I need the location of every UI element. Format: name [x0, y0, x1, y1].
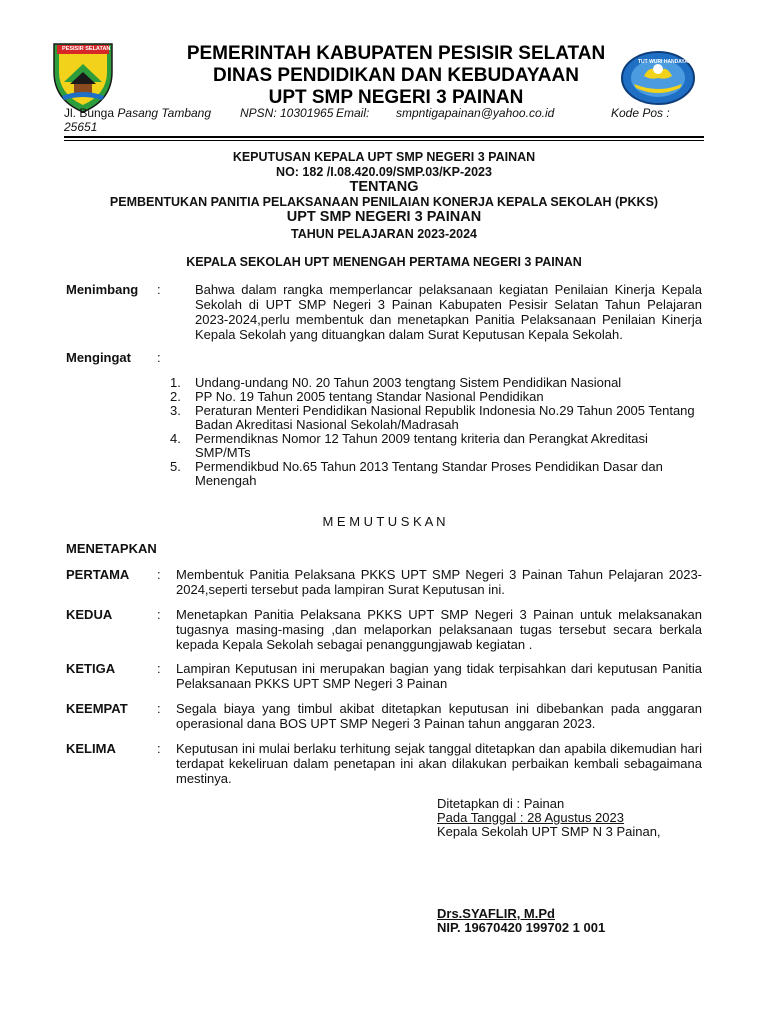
mengingat-item-number: 5. [170, 459, 181, 474]
decision-colon: : [157, 701, 161, 716]
decree-number: NO: 182 /I.08.420.09/SMP.03/KP-2023 [276, 165, 492, 179]
mengingat-list [170, 376, 704, 488]
decision-label-pertama: PERTAMA [66, 567, 130, 582]
mengingat-item-number: 2. [170, 389, 181, 404]
signature-position: Kepala Sekolah UPT SMP N 3 Painan, [437, 824, 661, 839]
mengingat-label: Mengingat [66, 350, 131, 365]
header-divider-thick [64, 136, 704, 138]
decree-title: KEPUTUSAN KEPALA UPT SMP NEGERI 3 PAINAN [232, 150, 536, 164]
right-logo-text: TUT WURI HANDAYANI [638, 59, 693, 65]
academic-year: TAHUN PELAJARAN 2023-2024 [291, 227, 477, 241]
letterhead-line-3: UPT SMP NEGERI 3 PAINAN [268, 87, 524, 108]
memutuskan-heading: M E M U T U S K A N [322, 514, 446, 529]
school-name: UPT SMP NEGERI 3 PAINAN [286, 209, 482, 225]
menimbang-label: Menimbang [66, 282, 139, 297]
menimbang-text: Bahwa dalam rangka memperlancar pelaksanaan kegiatan Penilaian Kinerja Kepala Sekolah di UPT SMP Negeri 3 Painan Kabupaten Pesisir Selatan Tahun Pelajaran 2023-2024,perlu membentuk dan menetapkan Panitia Pelaksanaan Penilaian Kinerja Kepala Sekolah yang dituangkan dalam Surat Keputusan Kepala Sekolah. [195, 282, 702, 342]
decision-label-ketiga: KETIGA [66, 661, 116, 676]
mengingat-item-text: Undang-undang N0. 20 Tahun 2003 tengtang Sistem Pendidikan Nasional [195, 375, 622, 390]
decision-label-kelima: KELIMA [66, 741, 116, 756]
decision-text-keempat: Segala biaya yang timbul akibat ditetapkan keputusan ini dibebankan pada anggaran operasional dana BOS UPT SMP Negeri 3 Painan tahun anggaran 2023. [176, 701, 702, 731]
address-label-text: Jl. Bunga [64, 106, 115, 120]
mengingat-item [170, 460, 704, 488]
tentang-heading: TENTANG [349, 179, 419, 195]
menimbang-colon: : [157, 282, 161, 297]
decision-text-kelima: Keputusan ini mulai berlaku terhitung sejak tanggal ditetapkan dan apabila dikemudian hari terdapat kekeliruan dalam penetapan ini akan dilakukan perbaikan kembali sebagaimana mestinya. [176, 741, 702, 786]
email-label: Email: [336, 106, 370, 120]
email-value: smpntigapainan@yahoo.co.id [396, 106, 555, 120]
header-divider-thin [64, 140, 704, 141]
decision-text-kedua: Menetapkan Panitia Pelaksana PKKS UPT SMP Negeri 3 Painan untuk melaksanakan tugasnya masing-masing ,dan melaporkan pelaksanaan tugas tersebut secara berkala kepada Kepala Sekolah sebagai penanggungjawab kegiatan . [176, 607, 702, 652]
mengingat-item [170, 432, 704, 460]
decision-colon: : [157, 567, 161, 582]
mengingat-item-number: 3. [170, 403, 181, 418]
kode-pos-label: Kode Pos : [611, 106, 670, 120]
signatory-name: Drs.SYAFLIR, M.Pd [437, 906, 555, 921]
signature-place: Ditetapkan di : Painan [437, 796, 565, 811]
decision-colon: : [157, 741, 161, 756]
mengingat-item-text: PP No. 19 Tahun 2005 tentang Standar Nasional Pendidikan [195, 389, 544, 404]
mengingat-colon: : [157, 350, 161, 365]
mengingat-item [170, 404, 704, 432]
letterhead-line-1: PEMERINTAH KABUPATEN PESISIR SELATAN [186, 43, 606, 64]
signatory-nip: NIP. 19670420 199702 1 001 [437, 920, 606, 935]
mengingat-item-number: 1. [170, 375, 181, 390]
decision-colon: : [157, 661, 161, 676]
kode-pos-value: 25651 [64, 120, 98, 134]
mengingat-item-text: Permendiknas Nomor 12 Tahun 2009 tentang kriteria dan Perangkat Akreditasi SMP/MTs [195, 431, 648, 460]
left-logo-text: PESISIR SELATAN [62, 46, 111, 52]
signature-date: Pada Tanggal : 28 Agustus 2023 [437, 810, 624, 825]
address-value: Pasang Tambang [117, 106, 212, 120]
mengingat-item-number: 4. [170, 431, 181, 446]
npsn: NPSN: 10301965 [240, 106, 334, 120]
menetapkan-label: MENETAPKAN [66, 541, 157, 556]
mengingat-item [170, 376, 704, 390]
decision-colon: : [157, 607, 161, 622]
decision-label-kedua: KEDUA [66, 607, 113, 622]
mengingat-item-text: Peraturan Menteri Pendidikan Nasional Republik Indonesia No.29 Tahun 2005 Tentang Badan Akreditasi Nasional Sekolah/Madrasah [195, 403, 695, 432]
decision-text-pertama: Membentuk Panitia Pelaksana PKKS UPT SMP Negeri 3 Painan Tahun Pelajaran 2023-2024,seperti tersebut pada lampiran Surat Keputusan ini. [176, 567, 702, 597]
letterhead-line-2: DINAS PENDIDIKAN DAN KEBUDAYAAN [213, 65, 579, 86]
issuer-heading: KEPALA SEKOLAH UPT MENENGAH PERTAMA NEGERI 3 PAINAN [186, 255, 582, 269]
decision-text-ketiga: Lampiran Keputusan ini merupakan bagian yang tidak terpisahkan dari keputusan Panitia Pelaksanaan PKKS UPT SMP Negeri 3 Painan [176, 661, 702, 691]
decision-label-keempat: KEEMPAT [66, 701, 128, 716]
mengingat-item [170, 390, 704, 404]
address-label [64, 106, 211, 120]
mengingat-item-text: Permendikbud No.65 Tahun 2013 Tentang Standar Proses Pendidikan Dasar dan Menengah [195, 459, 663, 488]
decree-subject: PEMBENTUKAN PANITIA PELAKSANAAN PENILAIAN KONERJA KEPALA SEKOLAH (PKKS) [109, 195, 659, 209]
